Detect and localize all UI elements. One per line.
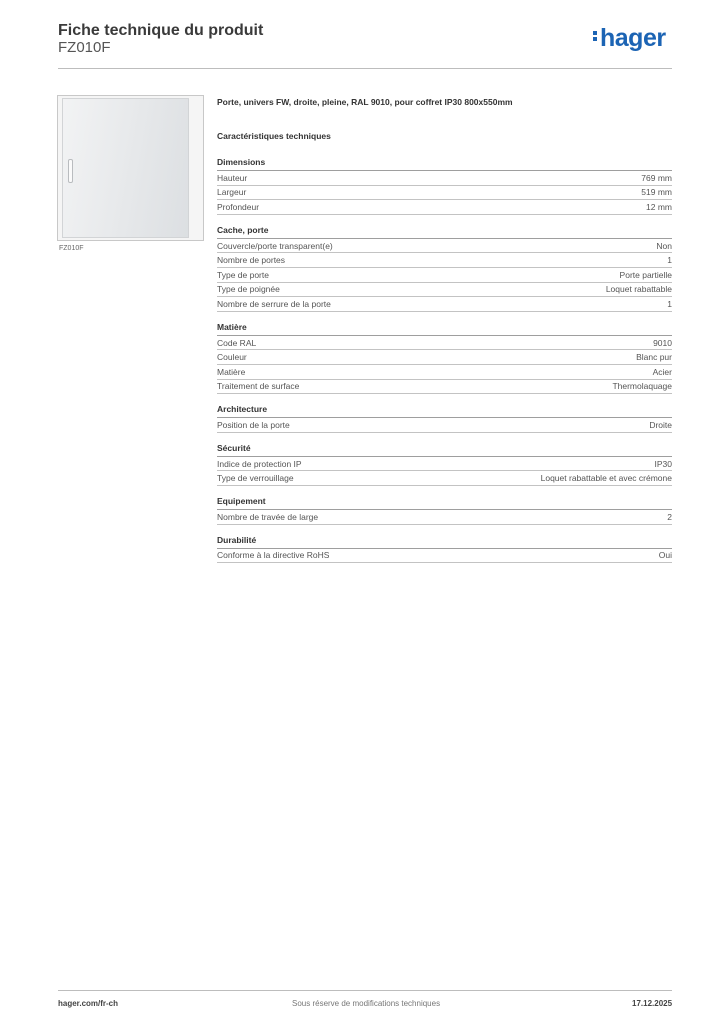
spec-label: Couleur	[217, 352, 247, 363]
footer-date: 17.12.2025	[632, 999, 673, 1008]
spec-value: 9010	[653, 337, 672, 348]
header-divider	[58, 68, 672, 69]
spec-group	[217, 156, 672, 215]
spec-label: Nombre de portes	[217, 255, 286, 266]
spec-label: Traitement de surface	[217, 381, 300, 392]
spec-label: Matière	[217, 366, 246, 377]
product-description: Porte, univers FW, droite, pleine, RAL 9010, pour coffret IP30 800x550mm	[217, 97, 513, 107]
spec-group	[217, 495, 672, 525]
spec-label: Position de la porte	[217, 419, 290, 430]
specs-heading: Caractéristiques techniques	[217, 131, 331, 141]
spec-row	[217, 297, 672, 312]
spec-group-title: Sécurité	[217, 442, 672, 457]
spec-row	[217, 268, 672, 283]
spec-group-title: Dimensions	[217, 156, 672, 171]
spec-row	[217, 365, 672, 380]
spec-value: Acier	[652, 366, 672, 377]
spec-group	[217, 534, 672, 564]
spec-value: Droite	[649, 419, 672, 430]
spec-label: Indice de protection IP	[217, 458, 302, 469]
spec-value: 519 mm	[641, 187, 672, 198]
spec-value: IP30	[654, 458, 672, 469]
spec-label: Conforme à la directive RoHS	[217, 550, 330, 561]
product-reference: FZ010F	[58, 39, 111, 56]
spec-group-title: Matière	[217, 321, 672, 336]
spec-value: Loquet rabattable	[605, 284, 672, 295]
spec-value: 1	[667, 298, 672, 309]
spec-label: Type de poignée	[217, 284, 280, 295]
page-title: Fiche technique du produit	[58, 22, 264, 39]
spec-label: Type de verrouillage	[217, 473, 294, 484]
spec-label: Code RAL	[217, 337, 257, 348]
spec-group	[217, 442, 672, 486]
spec-row	[217, 418, 672, 433]
spec-row	[217, 171, 672, 186]
spec-value: Porte partielle	[619, 269, 672, 280]
door-illustration	[62, 98, 189, 238]
spec-label: Nombre de travée de large	[217, 511, 319, 522]
image-caption: FZ010F	[59, 245, 84, 252]
spec-value: Non	[656, 240, 672, 251]
spec-value: Blanc pur	[636, 352, 672, 363]
spec-label: Profondeur	[217, 201, 260, 212]
spec-value: 12 mm	[646, 201, 672, 212]
spec-label: Largeur	[217, 187, 247, 198]
spec-group-title: Durabilité	[217, 534, 672, 549]
spec-group	[217, 403, 672, 433]
spec-row	[217, 380, 672, 395]
spec-row	[217, 471, 672, 486]
spec-row	[217, 350, 672, 365]
spec-group-title: Cache, porte	[217, 224, 672, 239]
spec-label: Couvercle/porte transparent(e)	[217, 240, 333, 251]
spec-group-title: Equipement	[217, 495, 672, 510]
spec-row	[217, 510, 672, 525]
footer-website-link[interactable]: hager.com/fr-ch	[58, 999, 119, 1008]
spec-row	[217, 239, 672, 254]
spec-row	[217, 200, 672, 215]
spec-row	[217, 549, 672, 564]
spec-label: Nombre de serrure de la porte	[217, 298, 331, 309]
footer-notice: Sous réserve de modifications techniques	[292, 999, 441, 1008]
spec-label: Type de porte	[217, 269, 269, 280]
hager-logo	[593, 26, 666, 51]
spec-row	[217, 253, 672, 268]
spec-row	[217, 336, 672, 351]
spec-row	[217, 283, 672, 298]
spec-row	[217, 457, 672, 472]
spec-value: Thermolaquage	[612, 381, 672, 392]
spec-value: 1	[667, 255, 672, 266]
spec-group	[217, 224, 672, 312]
spec-value: Oui	[658, 550, 672, 561]
door-handle-icon	[68, 159, 73, 183]
spec-row	[217, 186, 672, 201]
logo-text: hager	[600, 24, 666, 52]
spec-label: Hauteur	[217, 172, 248, 183]
footer-divider	[58, 990, 672, 991]
spec-groups	[217, 156, 672, 563]
spec-value: Loquet rabattable et avec crémone	[540, 473, 672, 484]
spec-content	[217, 96, 672, 572]
spec-value: 2	[667, 511, 672, 522]
spec-group-title: Architecture	[217, 403, 672, 418]
logo-colon-icon	[593, 29, 598, 43]
spec-group	[217, 321, 672, 394]
spec-value: 769 mm	[641, 172, 672, 183]
